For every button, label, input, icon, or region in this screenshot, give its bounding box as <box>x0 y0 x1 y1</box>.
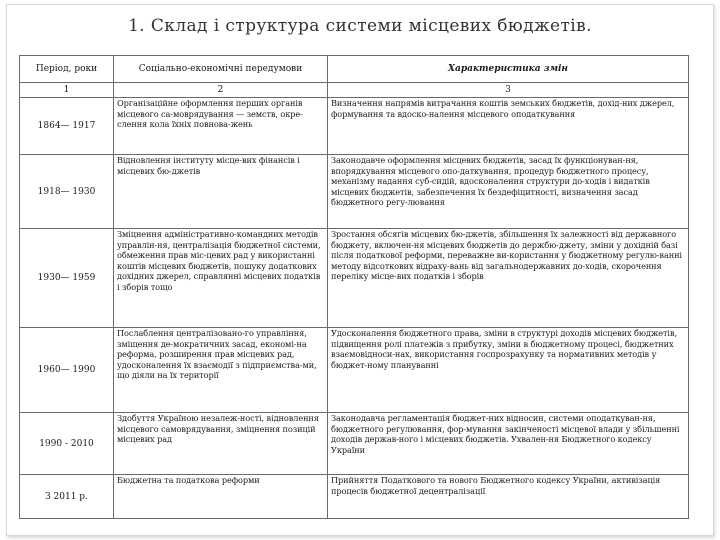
changes-cell: Прийняття Податкового та нового Бюджетного кодексу України, активізація процесів бюджетної децентралізації <box>328 475 689 519</box>
prerequisites-cell: Організаційне оформлення перших органів місцевого са-моврядування — земств, окре-слення кола їхніх повнова-жень <box>114 98 328 155</box>
prerequisites-cell: Зміцнення адміністративно-командних методів управлін-ня, централізація бюджетної системи, обмеження прав міс-цевих рад у використанні коштів місцевих бюджетів, пошуку додаткових дохідних джерел, справлянні місцевих податків і зборів тощо <box>114 229 328 328</box>
column-number: 3 <box>328 83 689 98</box>
header-prerequisites: Соціально-економічні передумови <box>114 56 328 83</box>
changes-cell: Законодавча регламентація бюджет-них відносин, системи оподаткуван-ня, бюджетного регулювання, фор-мування закінченості місцевої влади у збільшенні доходів держав-ного і місцевих бюджетів. Ухвален-ня Бюджетного кодексу України <box>328 413 689 475</box>
budget-history-table <box>19 55 689 519</box>
period-cell: 1864— 1917 <box>20 98 114 155</box>
table-row <box>20 155 689 229</box>
column-number-row <box>20 83 689 98</box>
changes-cell: Визначення напрямів витрачання коштів земських бюджетів, дохід-них джерел, формування та вдоско-налення місцевого оподаткування <box>328 98 689 155</box>
column-number: 2 <box>114 83 328 98</box>
period-cell: 1990 - 2010 <box>20 413 114 475</box>
changes-cell: Удосконалення бюджетного права, зміни в структурі доходів місцевих бюджетів, підвищення ролі платежів з прибутку, зміни в бюджетному процесі, бюджетних взаємовідноси-нах, використання госпрозрахунку та нормативних методів у бюджет-ному плануванні <box>328 328 689 413</box>
table-row <box>20 328 689 413</box>
changes-cell: Законодавче оформлення місцевих бюджетів, засад їх функціонуван-ня, впорядкування місцевого опо-даткування, процедур бюджетного процесу, механізму надання суб-сидій, вдосконалення структури до-ходів і видатків місцевих бюджетів, забезпечення їх бездефіцитності, визначення засад бюджетного регу-лювання <box>328 155 689 229</box>
changes-cell: Зростання обсягів місцевих бю-джетів, збільшення їх залежності від державного бюджету, включен-ня місцевих бюджетів до держбю-джету, зміни у дохідній базі після податкової реформи, переважне ви-користання у бюджетному регулю-ванні методу відсоткових відраху-вань від загальнодержавних до-ходів, скорочення переліку місце-вих податків і зборів <box>328 229 689 328</box>
prerequisites-cell: Здобуття Україною незалеж-ності, відновлення місцевого самоврядування, зміцнення позицій місцевих рад <box>114 413 328 475</box>
table-row <box>20 229 689 328</box>
column-number: 1 <box>20 83 114 98</box>
prerequisites-cell: Відновлення інституту місце-вих фінансів і місцевих бю-джетів <box>114 155 328 229</box>
period-cell: 1960— 1990 <box>20 328 114 413</box>
period-cell: З 2011 р. <box>20 475 114 519</box>
period-cell: 1918— 1930 <box>20 155 114 229</box>
prerequisites-cell: Бюджетна та податкова реформи <box>114 475 328 519</box>
table-header-row <box>20 56 689 83</box>
prerequisites-cell: Послаблення централізовано-го управління, зміщення де-мократичних засад, економі-на реформа, розширення прав місцевих рад, удосконалення їх взаємодії з підприємства-ми, що діяли на їх території <box>114 328 328 413</box>
table-row <box>20 413 689 475</box>
table-row <box>20 475 689 519</box>
header-period: Період, роки <box>20 56 114 83</box>
slide-title: 1. Склад і структура системи місцевих бюджетів. <box>128 16 592 36</box>
table-row <box>20 98 689 155</box>
header-changes: Характеристика змін <box>328 56 689 83</box>
period-cell: 1930— 1959 <box>20 229 114 328</box>
